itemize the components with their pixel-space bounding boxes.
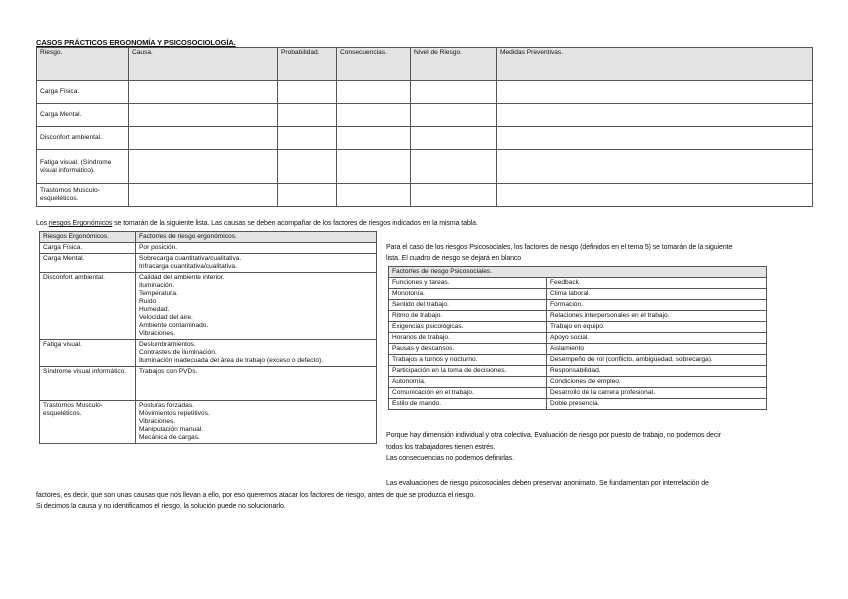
ergo-factor: Calidad del ambiente interior. xyxy=(139,274,225,281)
cell-nivel[interactable] xyxy=(411,150,497,184)
ergo-factor: Iluminación inadecuada del área de trabajo (exceso o defecto). xyxy=(139,357,324,364)
ergo-factors xyxy=(136,367,377,401)
cell-medidas[interactable] xyxy=(497,127,813,150)
psico-factor-left: Participación en la toma de decisiones. xyxy=(389,366,547,377)
cell-causa[interactable] xyxy=(129,81,278,104)
psico-factor-left: Funciones y tareas. xyxy=(389,278,547,289)
cell-causa[interactable] xyxy=(129,104,278,127)
table-row xyxy=(40,340,377,367)
psico-factor-right: Desarrollo de la carrera profesional. xyxy=(547,388,767,399)
cell-consecuencias[interactable] xyxy=(337,150,411,184)
table-row xyxy=(389,300,767,311)
psico-factor-right: Condiciones de empleo. xyxy=(547,377,767,388)
ergo-factor: Por posición. xyxy=(139,244,178,251)
table-row xyxy=(389,278,767,289)
table-row xyxy=(40,254,377,273)
psico-factor-right: Clima laboral. xyxy=(547,289,767,300)
ergo-factor: Posturas forzadas. xyxy=(139,402,194,409)
ergo-factor: Sobrecarga cuantitativa/cualitativa. xyxy=(139,255,242,262)
psico-factor-left: Pausas y descansos. xyxy=(389,344,547,355)
ergo-factor: Humedad. xyxy=(139,306,170,313)
ergo-intro-post: se tomarán de la siguiente lista. Las causas se deben acompañar de los factores de riesgos indicados en la misma tabla. xyxy=(112,220,478,227)
table-row xyxy=(40,401,377,444)
row-riesgo: Carga Mental. xyxy=(37,104,129,127)
table-header-row xyxy=(37,48,813,81)
ergo-factor: Trabajos con PVDs. xyxy=(139,368,198,375)
psico-factor-right: Formación. xyxy=(547,300,767,311)
table-row xyxy=(389,355,767,366)
ergo-risk: Disconfort ambiental. xyxy=(40,273,136,340)
ergo-risk: Carga Mental. xyxy=(40,254,136,273)
ergo-factors xyxy=(136,254,377,273)
table-row xyxy=(389,311,767,322)
note-anon-line3: Si decimos la causa y no identificamos el riesgo, la solución puede no solucionarlo. xyxy=(36,503,286,510)
psico-factor-right: Aislamiento xyxy=(547,344,767,355)
table-row xyxy=(389,366,767,377)
cell-probabilidad[interactable] xyxy=(278,104,337,127)
risk-assessment-table xyxy=(36,47,813,207)
ergo-factor: Ambiente contaminado. xyxy=(139,322,209,329)
table-row xyxy=(37,184,813,207)
ergo-factor: Mecánica de cargas. xyxy=(139,434,200,441)
ergo-factor: Infracarga cuantitativa/cualitativa. xyxy=(139,263,237,270)
psico-factor-right: Desempeño de rol (conflicto, ambigüedad, sobrecarga). xyxy=(547,355,767,366)
psico-factor-right: Trabajo en equipo. xyxy=(547,322,767,333)
header-causa: Causa. xyxy=(129,48,278,81)
psico-intro-line1: Para el caso de los riesgos Psicosociales, los factores de riesgo (definidos en el tema 5) se tomarán de la siguiente xyxy=(386,244,733,251)
ergo-factor: Contrastes de iluminación. xyxy=(139,349,217,356)
ergo-factors xyxy=(136,273,377,340)
cell-causa[interactable] xyxy=(129,127,278,150)
ergo-factor: Vibraciones. xyxy=(139,330,176,337)
cell-probabilidad[interactable] xyxy=(278,81,337,104)
ergonomic-factors-table xyxy=(39,231,377,444)
psico-factor-left: Autonomía. xyxy=(389,377,547,388)
header-riesgo: Riesgo. xyxy=(37,48,129,81)
ergo-factor: Movimientos repetitivos. xyxy=(139,410,210,417)
cell-nivel[interactable] xyxy=(411,81,497,104)
cell-nivel[interactable] xyxy=(411,184,497,207)
table-row xyxy=(389,388,767,399)
table-header-row xyxy=(389,267,767,278)
header-consecuencias: Consecuencias. xyxy=(337,48,411,81)
table-row xyxy=(389,289,767,300)
ergo-intro-link[interactable]: riesgos Ergonómicos xyxy=(48,220,113,227)
table-row xyxy=(37,127,813,150)
psico-intro-line2: lista. El cuadro de riesgo se dejará en blanco xyxy=(386,255,522,262)
psico-factor-right: Apoyo social. xyxy=(547,333,767,344)
ergo-intro-pre: Los xyxy=(36,220,49,227)
table-row xyxy=(389,333,767,344)
note-dimension-line2: todos los trabajadores tienen estrés. xyxy=(386,444,496,451)
table-row xyxy=(40,273,377,340)
note-dimension-line1: Porque hay dimensión individual y otra colectiva. Evaluación de riesgo por puesto de trabajo, no podemos decir xyxy=(386,432,721,439)
psico-factor-left: Exigencias psicológicas. xyxy=(389,322,547,333)
psico-factor-left: Estilo de mando. xyxy=(389,399,547,410)
header-factores-psicosociales: Factor/es de riesgo Psicosociales. xyxy=(389,267,767,278)
psico-factor-left: Ritmo de trabajo. xyxy=(389,311,547,322)
psico-factor-left: Monotonía. xyxy=(389,289,547,300)
cell-medidas[interactable] xyxy=(497,184,813,207)
header-factores-ergonomicos: Factor/es de riesgo ergonómicos. xyxy=(136,232,377,243)
psico-factor-left: Horarios de trabajo. xyxy=(389,333,547,344)
psico-factor-right: Doble presencia. xyxy=(547,399,767,410)
table-row xyxy=(37,81,813,104)
ergo-risk: Carga Física. xyxy=(40,243,136,254)
cell-consecuencias[interactable] xyxy=(337,104,411,127)
row-riesgo: Fatiga visual. (Síndrome visual informático). xyxy=(37,150,129,184)
ergo-risk: Fatiga visual. xyxy=(40,340,136,367)
ergo-factors xyxy=(136,243,377,254)
psico-factor-right: Responsabilidad. xyxy=(547,366,767,377)
ergo-factor: Temperatura. xyxy=(139,290,178,297)
header-probabilidad: Probabilidad. xyxy=(278,48,337,81)
psychosocial-factors-table xyxy=(388,266,767,410)
row-riesgo: Disconfort ambiental. xyxy=(37,127,129,150)
cell-nivel[interactable] xyxy=(411,127,497,150)
cell-consecuencias[interactable] xyxy=(337,81,411,104)
cell-medidas[interactable] xyxy=(497,81,813,104)
ergo-factor: Vibraciones. xyxy=(139,418,176,425)
row-riesgo: Trastornos Musculo-esqueléticos. xyxy=(37,184,129,207)
psico-factor-left: Sentido del trabajo. xyxy=(389,300,547,311)
header-riesgos-ergonomicos: Riesgos Ergonómicos. xyxy=(40,232,136,243)
ergo-factors xyxy=(136,401,377,444)
cell-probabilidad[interactable] xyxy=(278,150,337,184)
cell-medidas[interactable] xyxy=(497,150,813,184)
table-header-row xyxy=(40,232,377,243)
header-medidas: Medidas Preventivas. xyxy=(497,48,813,81)
row-riesgo: Carga Física. xyxy=(37,81,129,104)
table-row xyxy=(389,377,767,388)
ergo-factor: Velocidad del aire. xyxy=(139,314,193,321)
cell-consecuencias[interactable] xyxy=(337,184,411,207)
note-dimension-line3: Las consecuencias no podemos definirlas. xyxy=(386,455,514,462)
psico-factor-right: Relaciones interpersonales en el trabajo. xyxy=(547,311,767,322)
ergo-factor: Iluminación. xyxy=(139,282,175,289)
table-row xyxy=(389,344,767,355)
cell-consecuencias[interactable] xyxy=(337,127,411,150)
ergo-risk: Síndrome visual informático. xyxy=(40,367,136,401)
ergo-factor: Deslumbramientos. xyxy=(139,341,196,348)
psico-factor-left: Trabajos a turnos y nocturno. xyxy=(389,355,547,366)
table-row xyxy=(389,399,767,410)
cell-nivel[interactable] xyxy=(411,104,497,127)
note-anon-line2: factores, es decir, que son unas causas que nos llevan a ello, por eso queremos atacar los factores de riesgo, antes de que se produzca el riesgo. xyxy=(36,492,476,499)
psico-factor-left: Comunicación en el trabajo. xyxy=(389,388,547,399)
ergo-risk: Trastornos Musculo-esqueléticos. xyxy=(40,401,136,444)
table-row xyxy=(40,243,377,254)
ergo-intro xyxy=(36,219,478,228)
page-title: CASOS PRÁCTICOS ERGONOMÍA Y PSICOSOCIOLOGÍA. xyxy=(36,38,236,47)
ergo-factor: Ruido xyxy=(139,298,157,305)
table-row xyxy=(37,150,813,184)
note-anon-line1: Las evaluaciones de riesgo psicosociales deben preservar anonimato. Se fundamentan por interrelación de xyxy=(386,480,709,487)
table-row xyxy=(37,104,813,127)
table-row xyxy=(40,367,377,401)
table-row xyxy=(389,322,767,333)
cell-causa[interactable] xyxy=(129,184,278,207)
psico-factor-right: Feedback. xyxy=(547,278,767,289)
ergo-factor: Manipulación manual. xyxy=(139,426,204,433)
cell-probabilidad[interactable] xyxy=(278,127,337,150)
ergo-factors xyxy=(136,340,377,367)
cell-medidas[interactable] xyxy=(497,104,813,127)
header-nivel-riesgo: Nivel de Riesgo. xyxy=(411,48,497,81)
cell-causa[interactable] xyxy=(129,150,278,184)
cell-probabilidad[interactable] xyxy=(278,184,337,207)
